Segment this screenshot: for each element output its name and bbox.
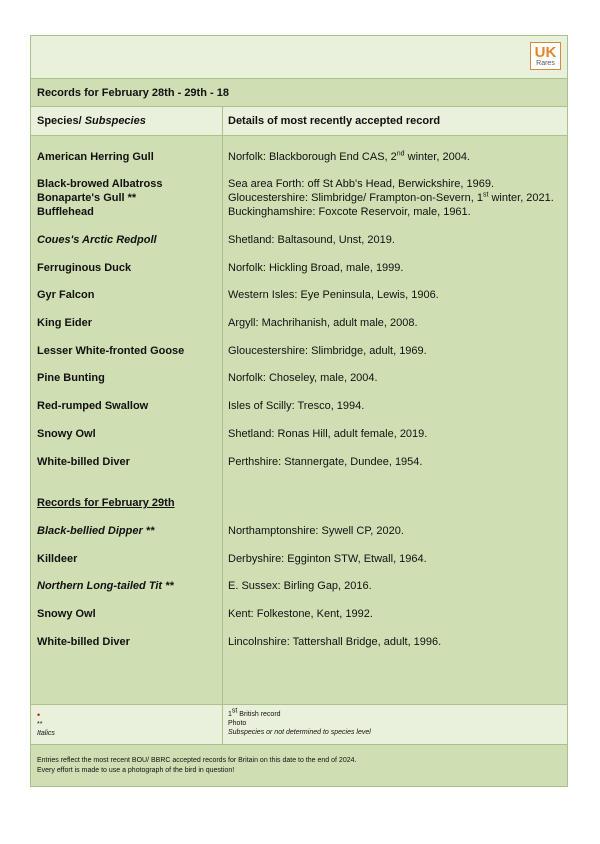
record-details: Gloucestershire: Slimbridge, adult, 1969. — [228, 345, 427, 357]
record-details: Perthshire: Stannergate, Dundee, 1954. — [228, 456, 423, 468]
record-species: Black-browed Albatross — [37, 178, 163, 190]
record-details: Gloucestershire: Slimbridge/ Frampton-on-Severn, 1st winter, 2021. — [228, 191, 554, 204]
record-species: American Herring Gull — [37, 151, 154, 163]
legend-stars-symbol: ** — [37, 721, 43, 728]
legend — [31, 705, 567, 745]
record-details: Northamptonshire: Sywell CP, 2020. — [228, 525, 404, 537]
header-band — [31, 36, 567, 79]
record-species: Bonaparte's Gull ** — [37, 192, 137, 204]
legend-first-record: 1st British record — [228, 707, 281, 718]
footer-line-2: Every effort is made to use a photograph of the bird in question! — [37, 767, 235, 774]
footer — [31, 745, 567, 786]
record-species: Pine Bunting — [37, 372, 105, 384]
record-species: Bufflehead — [37, 206, 94, 218]
logo-rares-text: Rares — [536, 60, 555, 67]
record-species: Ferruginous Duck — [37, 262, 132, 274]
record-details: Lincolnshire: Tattershall Bridge, adult, 1996. — [228, 636, 442, 648]
legend-italics-symbol: Italics — [37, 730, 55, 737]
legend-photo: Photo — [228, 720, 247, 727]
section-heading-text: Records for February 29th — [37, 497, 175, 509]
record-details: Derbyshire: Egginton STW, Etwall, 1964. — [228, 553, 427, 565]
records-page — [30, 35, 568, 787]
footer-line-1: Entries reflect the most recent BOU/ BBRC accepted records for Britain on this date to the end of 2024. — [37, 757, 357, 764]
page-title: Records for February 28th - 29th - 18 — [31, 79, 567, 107]
record-species: Northern Long-tailed Tit ** — [37, 580, 174, 592]
record-details: E. Sussex: Birling Gap, 2016. — [228, 580, 372, 592]
record-details: Shetland: Baltasound, Unst, 2019. — [228, 234, 395, 246]
record-details: Western Isles: Eye Peninsula, Lewis, 1906. — [228, 289, 439, 301]
column-headers — [31, 107, 567, 136]
record-details: Isles of Scilly: Tresco, 1994. — [228, 400, 365, 412]
record-species: Coues's Arctic Redpoll — [37, 234, 157, 246]
record-details: Buckinghamshire: Foxcote Reservoir, male, 1961. — [228, 206, 471, 218]
record-species: Snowy Owl — [37, 428, 96, 440]
uk-rares-logo[interactable] — [530, 42, 561, 70]
record-species: Killdeer — [37, 553, 78, 565]
record-species: Lesser White-fronted Goose — [37, 345, 185, 357]
legend-subspecies: Subspecies or not determined to species level — [228, 729, 371, 736]
record-species: Snowy Owl — [37, 608, 96, 620]
record-details: Sea area Forth: off St Abb's Head, Berwickshire, 1969. — [228, 178, 495, 190]
record-details: Kent: Folkestone, Kent, 1992. — [228, 608, 373, 620]
record-species: Red-rumped Swallow — [37, 400, 149, 412]
record-species: King Eider — [37, 317, 93, 329]
species-column-header: Species/ Subspecies — [37, 115, 146, 127]
record-details: Argyll: Machrihanish, adult male, 2008. — [228, 317, 418, 329]
record-details: Norfolk: Hickling Broad, male, 1999. — [228, 262, 404, 274]
records-body — [31, 136, 567, 705]
record-species: Black-bellied Dipper ** — [37, 525, 155, 537]
record-details: Shetland: Ronas Hill, adult female, 2019. — [228, 428, 428, 440]
logo-uk-text: UK — [534, 44, 557, 61]
record-species: White-billed Diver — [37, 636, 130, 648]
record-species: Gyr Falcon — [37, 289, 95, 301]
record-details: Norfolk: Choseley, male, 2004. — [228, 372, 378, 384]
record-species: White-billed Diver — [37, 456, 130, 468]
column-divider — [222, 107, 223, 745]
record-details: Norfolk: Blackborough End CAS, 2nd winter, 2004. — [228, 150, 470, 163]
legend-dot-symbol: • — [37, 710, 41, 720]
details-column-header: Details of most recently accepted record — [228, 115, 441, 127]
